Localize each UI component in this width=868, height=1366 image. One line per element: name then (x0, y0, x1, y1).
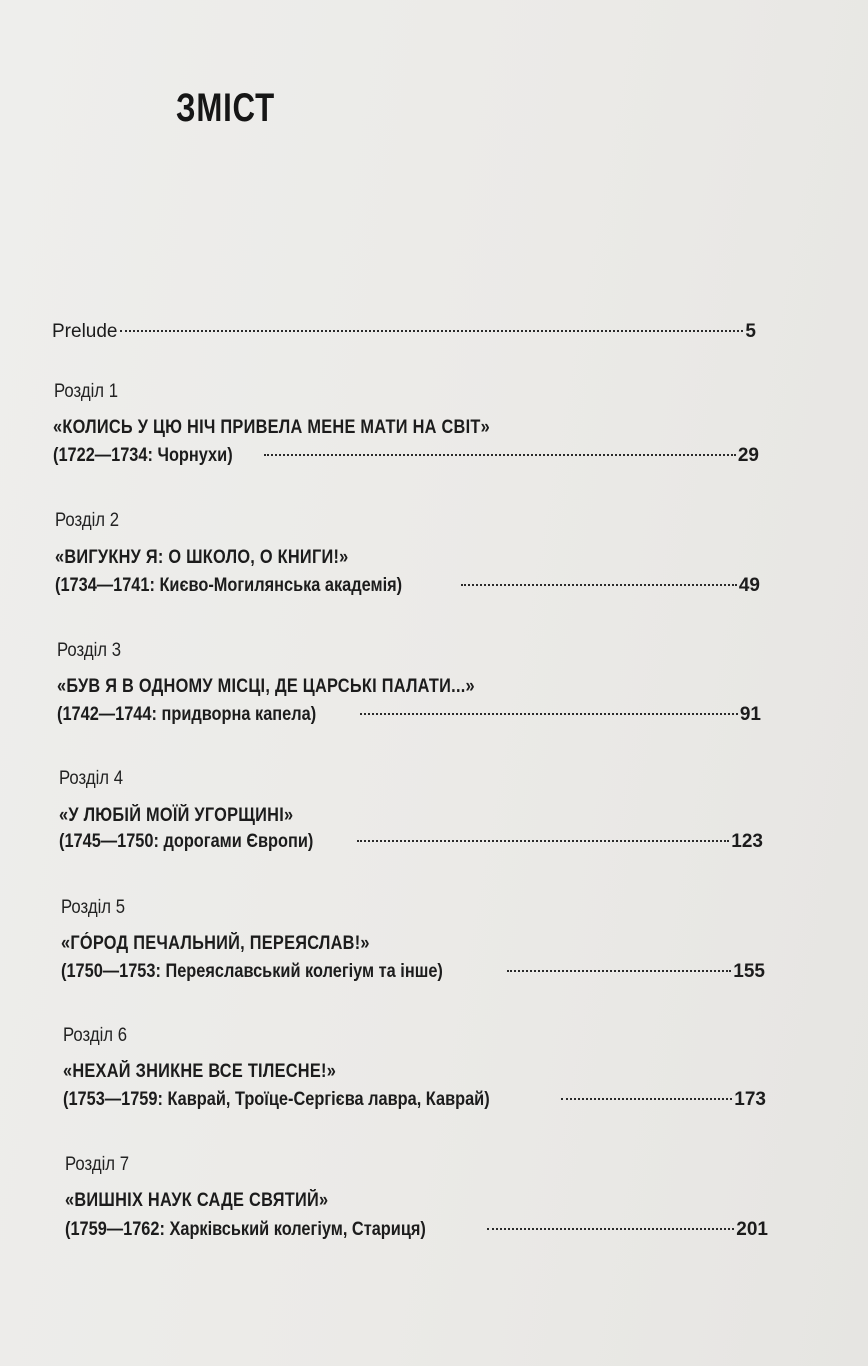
section-label: Розділ 4 (59, 768, 124, 789)
toc-entry (61, 960, 765, 984)
section-subtitle: (1745—1750: дорогами Європи) (59, 831, 314, 852)
dot-leader (487, 1228, 735, 1230)
dot-leader (120, 330, 744, 332)
section-page: 49 (738, 575, 760, 596)
section-page: 201 (736, 1219, 768, 1240)
toc-entry (53, 444, 759, 468)
dot-leader (507, 970, 731, 972)
prelude-page: 5 (745, 321, 756, 342)
section-heading: «ГÓРОД ПЕЧАЛЬНИЙ, ПЕРЕЯСЛАВ!» (61, 933, 370, 954)
dot-leader (461, 584, 737, 586)
toc-entry (59, 830, 763, 854)
section-label: Розділ 5 (61, 897, 126, 918)
section-heading: «КОЛИСЬ У ЦЮ НІЧ ПРИВЕЛА МЕНЕ МАТИ НА СВІТ» (53, 417, 491, 438)
section-label: Розділ 3 (57, 640, 122, 661)
section-subtitle: (1753—1759: Каврай, Троїце-Сергієва лавра, Каврай) (63, 1089, 490, 1110)
section-page: 155 (733, 961, 765, 982)
dot-leader (360, 713, 738, 715)
section-page: 123 (731, 831, 763, 852)
section-subtitle: (1722—1734: Чорнухи) (53, 445, 233, 466)
toc-entry-prelude (52, 320, 756, 344)
section-heading: «У ЛЮБІЙ МОЇЙ УГОРЩИНІ» (59, 805, 294, 826)
section-heading: «ВИШНІХ НАУК САДЕ СВЯТИЙ» (65, 1190, 329, 1211)
section-label: Розділ 6 (63, 1025, 128, 1046)
section-label: Розділ 2 (55, 510, 120, 531)
dot-leader (264, 454, 736, 456)
section-heading: «БУВ Я В ОДНОМУ МІСЦІ, ДЕ ЦАРСЬКІ ПАЛАТИ...» (57, 676, 475, 697)
section-page: 173 (734, 1089, 766, 1110)
dot-leader (357, 840, 730, 842)
section-heading: «НЕХАЙ ЗНИКНЕ ВСЕ ТІЛЕСНЕ!» (63, 1061, 337, 1082)
section-subtitle: (1750—1753: Переяславський колегіум та інше) (61, 961, 443, 982)
toc-entry (63, 1088, 766, 1112)
section-page: 91 (739, 704, 761, 725)
section-page: 29 (737, 445, 759, 466)
prelude-label: Prelude (52, 321, 118, 342)
toc-entry (55, 574, 760, 598)
section-label: Розділ 7 (65, 1154, 130, 1175)
toc-entry (65, 1218, 768, 1242)
dot-leader (561, 1098, 732, 1100)
page-title: ЗМІСТ (176, 86, 275, 130)
section-subtitle: (1734—1741: Києво-Могилянська академія) (55, 575, 403, 596)
section-heading: «ВИГУКНУ Я: О ШКОЛО, О КНИГИ!» (55, 547, 349, 568)
section-subtitle: (1742—1744: придворна капела) (57, 704, 317, 725)
toc-entry (57, 703, 761, 727)
section-subtitle: (1759—1762: Харківський колегіум, Стариця) (65, 1219, 426, 1240)
section-label: Розділ 1 (54, 381, 119, 402)
